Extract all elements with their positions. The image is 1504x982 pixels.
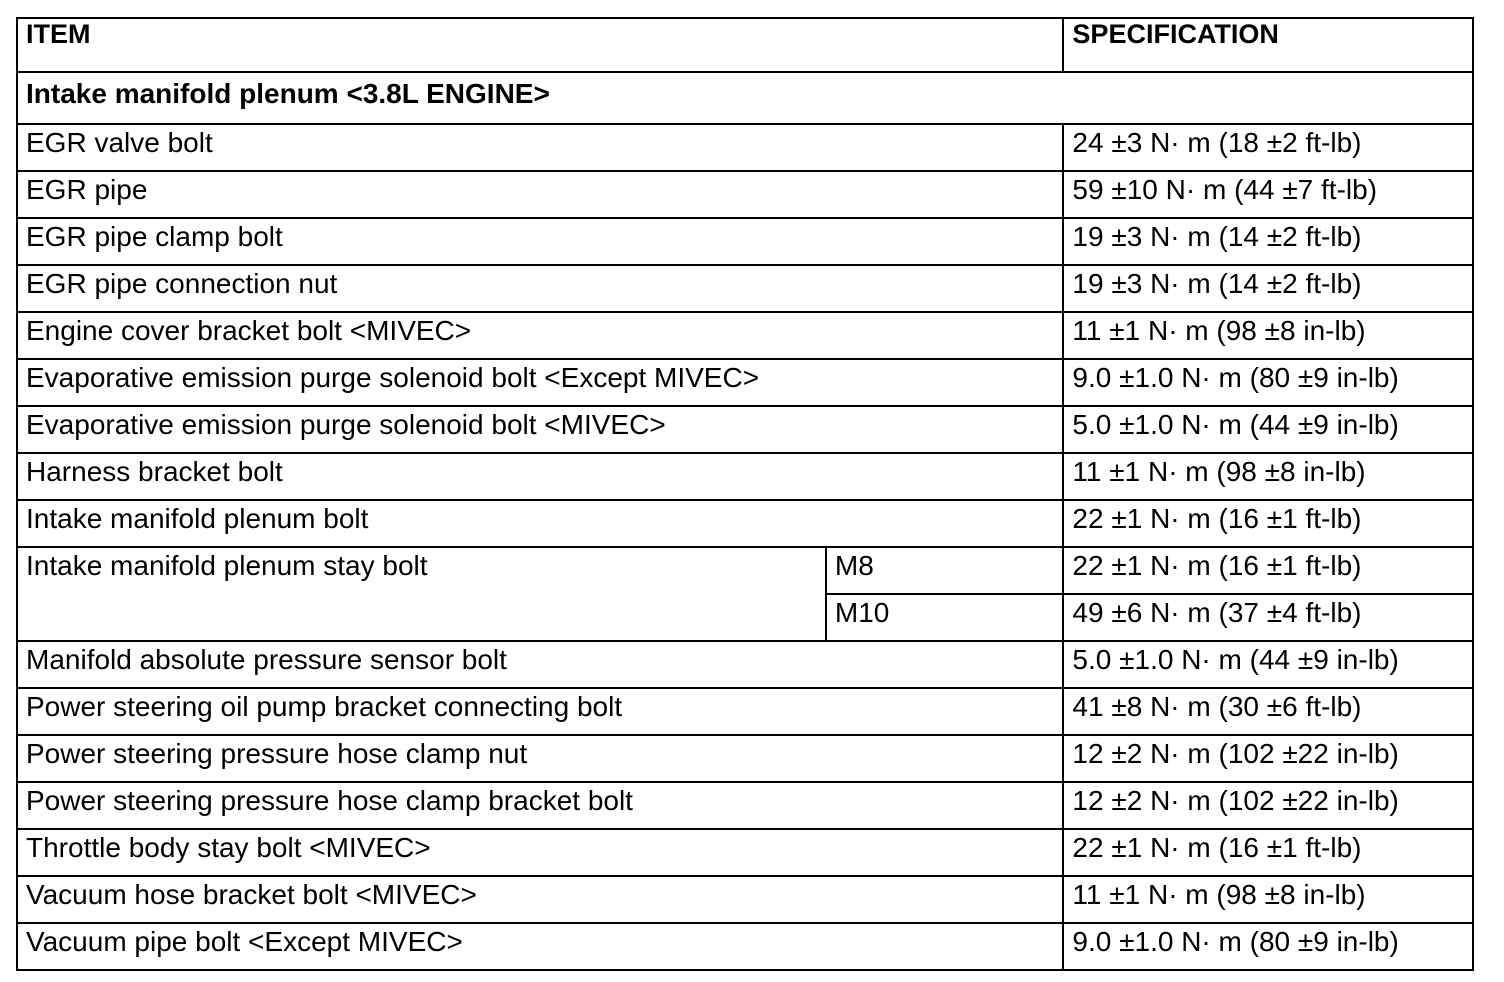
spec-cell: 22 ±1 N· m (16 ±1 ft-lb) [1063, 547, 1473, 594]
spec-cell: 5.0 ±1.0 N· m (44 ±9 in-lb) [1063, 641, 1473, 688]
item-cell: Intake manifold plenum stay bolt [17, 547, 826, 641]
table-row [17, 782, 1473, 829]
table-row [17, 641, 1473, 688]
item-cell: EGR valve bolt [17, 124, 1063, 171]
spec-cell: 41 ±8 N· m (30 ±6 ft-lb) [1063, 688, 1473, 735]
table-row [17, 876, 1473, 923]
specification-column-header: SPECIFICATION [1063, 18, 1473, 72]
table-row-stay-bolt-m8 [17, 547, 1473, 594]
spec-cell: 24 ±3 N· m (18 ±2 ft-lb) [1063, 124, 1473, 171]
spec-cell: 19 ±3 N· m (14 ±2 ft-lb) [1063, 218, 1473, 265]
table-row [17, 359, 1473, 406]
table-row [17, 312, 1473, 359]
table-row [17, 218, 1473, 265]
section-row [17, 72, 1473, 124]
table-row [17, 265, 1473, 312]
spec-cell: 11 ±1 N· m (98 ±8 in-lb) [1063, 312, 1473, 359]
spec-cell: 12 ±2 N· m (102 ±22 in-lb) [1063, 782, 1473, 829]
item-cell: EGR pipe connection nut [17, 265, 1063, 312]
spec-cell: 22 ±1 N· m (16 ±1 ft-lb) [1063, 500, 1473, 547]
item-cell: Vacuum pipe bolt <Except MIVEC> [17, 923, 1063, 970]
table-row [17, 406, 1473, 453]
size-cell: M10 [826, 594, 1064, 641]
header-row [17, 18, 1473, 72]
item-cell: EGR pipe clamp bolt [17, 218, 1063, 265]
spec-cell: 59 ±10 N· m (44 ±7 ft-lb) [1063, 171, 1473, 218]
table-row [17, 500, 1473, 547]
spec-cell: 49 ±6 N· m (37 ±4 ft-lb) [1063, 594, 1473, 641]
spec-cell: 9.0 ±1.0 N· m (80 ±9 in-lb) [1063, 923, 1473, 970]
item-cell: Power steering oil pump bracket connecting bolt [17, 688, 1063, 735]
spec-cell: 5.0 ±1.0 N· m (44 ±9 in-lb) [1063, 406, 1473, 453]
spec-cell: 11 ±1 N· m (98 ±8 in-lb) [1063, 453, 1473, 500]
item-cell: Intake manifold plenum bolt [17, 500, 1063, 547]
item-cell: Evaporative emission purge solenoid bolt <MIVEC> [17, 406, 1063, 453]
table-row [17, 923, 1473, 970]
torque-spec-table [16, 17, 1474, 971]
spec-cell: 19 ±3 N· m (14 ±2 ft-lb) [1063, 265, 1473, 312]
table-row [17, 453, 1473, 500]
item-cell: Harness bracket bolt [17, 453, 1063, 500]
item-cell: Engine cover bracket bolt <MIVEC> [17, 312, 1063, 359]
table-row [17, 171, 1473, 218]
spec-cell: 11 ±1 N· m (98 ±8 in-lb) [1063, 876, 1473, 923]
item-cell: Evaporative emission purge solenoid bolt <Except MIVEC> [17, 359, 1063, 406]
table-row [17, 735, 1473, 782]
spec-cell: 22 ±1 N· m (16 ±1 ft-lb) [1063, 829, 1473, 876]
size-cell: M8 [826, 547, 1064, 594]
item-cell: Power steering pressure hose clamp nut [17, 735, 1063, 782]
item-cell: EGR pipe [17, 171, 1063, 218]
item-cell: Power steering pressure hose clamp bracket bolt [17, 782, 1063, 829]
table-row [17, 124, 1473, 171]
table-row [17, 829, 1473, 876]
item-column-header: ITEM [17, 18, 1063, 72]
spec-cell: 9.0 ±1.0 N· m (80 ±9 in-lb) [1063, 359, 1473, 406]
item-cell: Manifold absolute pressure sensor bolt [17, 641, 1063, 688]
item-cell: Vacuum hose bracket bolt <MIVEC> [17, 876, 1063, 923]
item-cell: Throttle body stay bolt <MIVEC> [17, 829, 1063, 876]
spec-cell: 12 ±2 N· m (102 ±22 in-lb) [1063, 735, 1473, 782]
table-row [17, 688, 1473, 735]
section-title: Intake manifold plenum <3.8L ENGINE> [17, 72, 1473, 124]
